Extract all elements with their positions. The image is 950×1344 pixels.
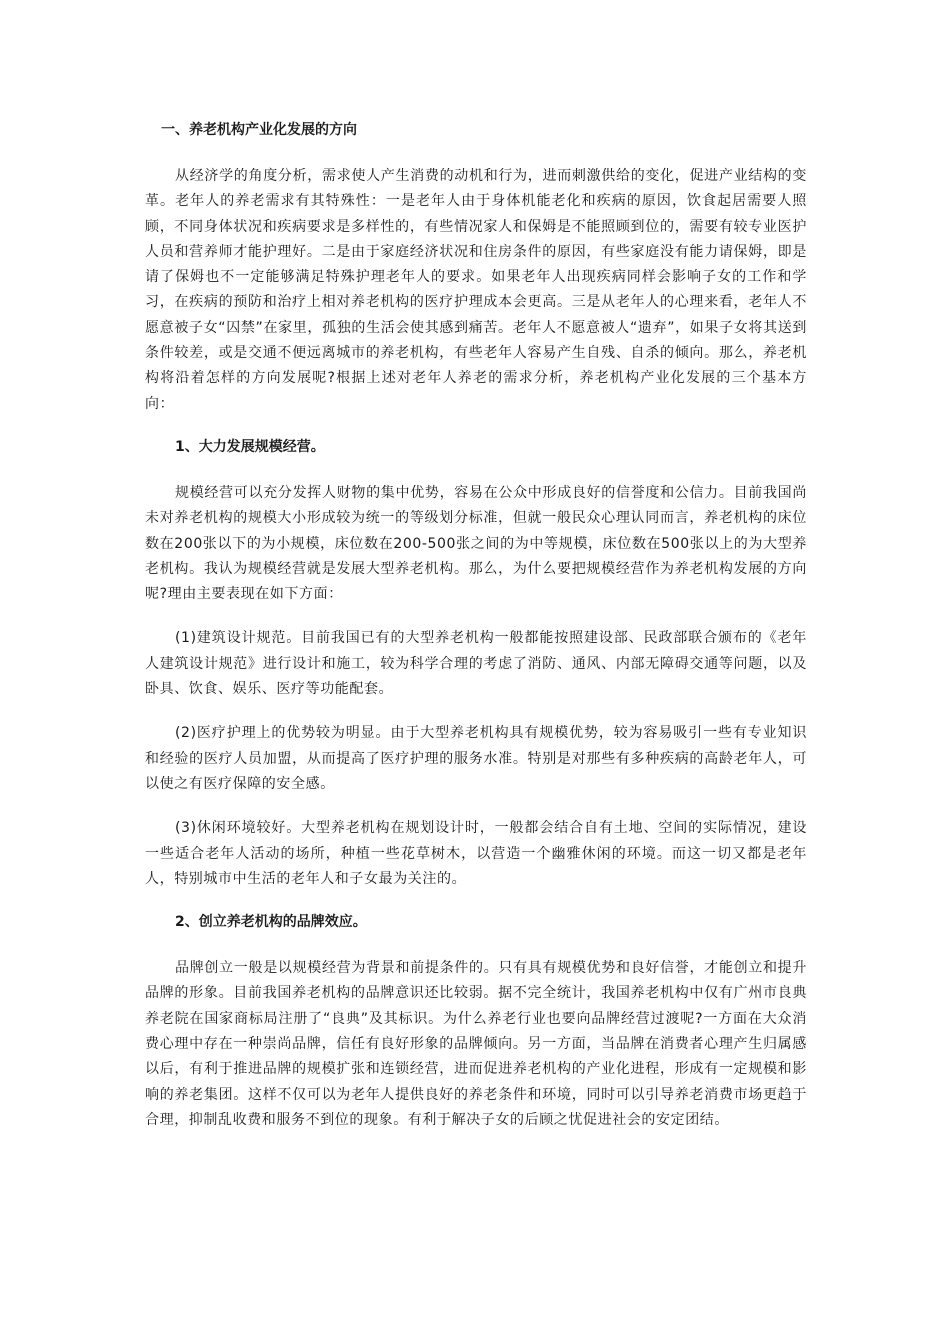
intro-paragraph: 从经济学的角度分析，需求使人产生消费的动机和行为，进而刺激供给的变化，促进产业结构的变革。老年人的养老需求有其特殊性：一是老年人由于身体机能老化和疾病的原因，饮食起居需要人照顾，不同身体状况和疾病要求是多样性的，有些情况家人和保姆是不能照顾到位的，需要有较专业医护人员和营养师才能护理好。二是由于家庭经济状况和住房条件的原因，有些家庭没有能力请保姆，即是请了保姆也不一定能够满足特殊护理老年人的要求。如果老年人出现疾病同样会影响子女的工作和学习，在疾病的预防和治疗上相对养老机构的医疗护理成本会更高。三是从老年人的心理来看，老年人不愿意被子女“囚禁”在家里，孤独的生活会使其感到痛苦。老年人不愿意被人“遗弃”，如果子女将其送到条件较差，或是交通不便远离城市的养老机构，有些老年人容易产生自残、自杀的倾向。那么，养老机构将沿着怎样的方向发展呢?根据上述对老年人养老的需求分析，养老机构产业化发展的三个基本方向： (145, 168, 807, 412)
subsection-2-paragraph: 品牌创立一般是以规模经营为背景和前提条件的。只有具有规模优势和良好信誉，才能创立和提升品牌的形象。目前我国养老机构的品牌意识还比较弱。据不完全统计，我国养老机构中仅有广州市良典养老院在国家商标局注册了“良典”及其标识。为什么养老行业也要向品牌经营过渡呢?一方面在大众消费心理中存在一种崇尚品牌，信任有良好形象的品牌倾向。另一方面，当品牌在消费者心理产生归属感以后，有利于推进品牌的规模扩张和连锁经营，进而促进养老机构的产业化进程，形成有一定规模和影响的养老集团。这样不仅可以为老年人提供良好的养老条件和环境，同时可以引导养老消费市场更趋于合理，抑制乱收费和服务不到位的现象。有利于解决子女的后顾之忧促进社会的安定团结。 (145, 960, 807, 1128)
document-page (145, 118, 807, 1133)
subsection-2-title: 2、创立养老机构的品牌效应。 (175, 914, 367, 931)
subsection-1-point-3: (3)休闲环境较好。大型养老机构在规划设计时，一般都会结合自有土地、空间的实际情况，建设一些适合老年人活动的场所，种植一些花草树木，以营造一个幽雅休闲的环境。而这一切又都是老年人，特别城市中生活的老年人和子女最为关注的。 (145, 820, 807, 887)
subsection-1-point-2: (2)医疗护理上的优势较为明显。由于大型养老机构具有规模优势，较为容易吸引一些有专业知识和经验的医疗人员加盟，从而提高了医疗护理的服务水准。特别是对那些有多种疾病的高龄老年人，可以使之有医疗保障的安全感。 (145, 725, 807, 792)
subsection-1-intro: 规模经营可以充分发挥人财物的集中优势，容易在公众中形成良好的信誉度和公信力。目前我国尚未对养老机构的规模大小形成较为统一的等级划分标准，但就一般民众心理认同而言，养老机构的床位数在200张以下的为小规模，床位数在200-500张之间的为中等规模，床位数在500张以上的为大型养老机构。我认为规模经营就是发展大型养老机构。那么，为什么要把规模经营作为养老机构发展的方向呢?理由主要表现在如下方面： (145, 484, 807, 603)
subsection-1-point-1: (1)建筑设计规范。目前我国已有的大型养老机构一般都能按照建设部、民政部联合颁布的《老年人建筑设计规范》进行设计和施工，较为科学合理的考虑了消防、通风、内部无障碍交通等问题，以及卧具、饮食、娱乐、医疗等功能配套。 (145, 630, 807, 698)
subsection-1-title: 1、大力发展规模经营。 (175, 438, 325, 455)
section-title: 一、养老机构产业化发展的方向 (161, 122, 357, 138)
